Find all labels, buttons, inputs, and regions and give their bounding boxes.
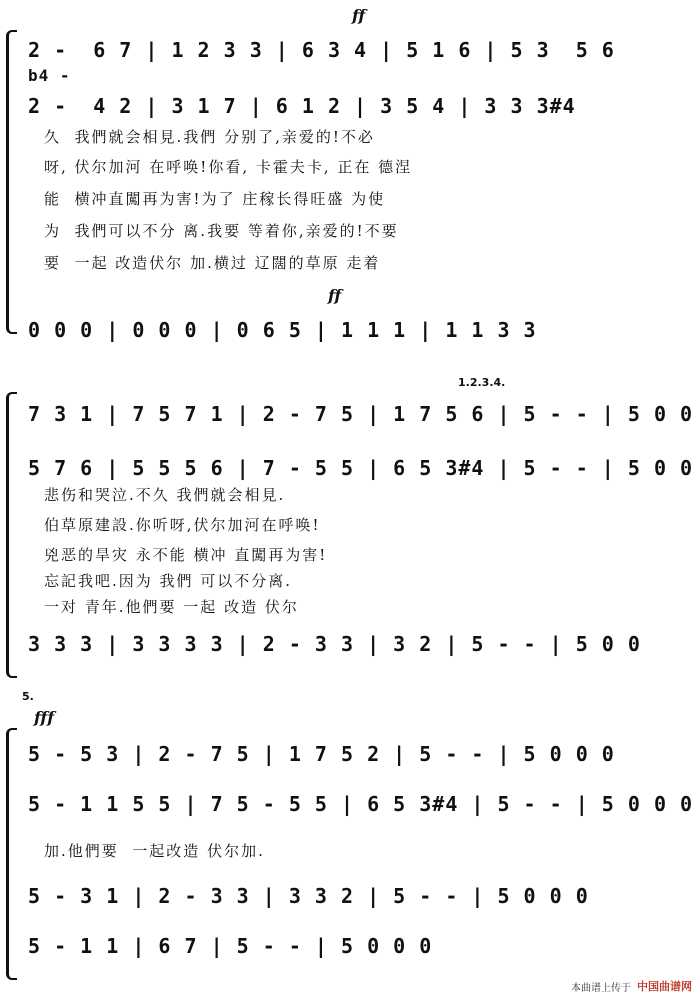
system-3-brace: [6, 728, 17, 980]
system-1-upper-line-3: 2 - 4 2 | 3 1 7 | 6 1 2 | 3 5 4 | 3 3 3#4: [28, 94, 576, 118]
system-2-lyric-3: 兇恶的旱灾 永不能 横冲 直闖再为害!: [44, 546, 328, 564]
volta-5: 5.: [22, 690, 34, 703]
system-2-upper-line-1: 7 3 1 | 7 5 7 1 | 2 - 7 5 | 1 7 5 6 | 5 - - | 5 0 0: [28, 402, 694, 426]
system-1-upper-line-2: b4 -: [28, 66, 71, 85]
system-3-lyric-1: 加.他們要 一起改造 伏尔加.: [44, 842, 265, 860]
system-2-lyric-4: 忘記我吧.因为 我們 可以不分离.: [44, 572, 293, 590]
footer-text: 本曲谱上传于: [571, 982, 631, 994]
system-1-upper-line-1: 2 - 6 7 | 1 2 3 3 | 6 3 4 | 5 1 6 | 5 3 5 6: [28, 38, 615, 62]
system-2-brace: [6, 392, 17, 678]
brand-logo: 中国曲谱网: [637, 980, 692, 993]
system-1-lower-line-1: 0 0 0 | 0 0 0 | 0 6 5 | 1 1 1 | 1 1 3 3: [28, 318, 537, 342]
dynamic-ff-1: ff: [352, 6, 366, 25]
system-1-brace: [6, 30, 17, 334]
system-2-lyric-5: 一对 青年.他們要 一起 改造 伏尔: [44, 598, 299, 616]
system-1-lyric-1: 久 我們就会相見.我們 分别了,亲爱的!不必: [44, 128, 375, 146]
system-3-lower-line-1: 5 - 3 1 | 2 - 3 3 | 3 3 2 | 5 - - | 5 0 0 0: [28, 884, 589, 908]
system-1-lyric-3: 能 横冲直闖再为害!为了 庄稼长得旺盛 为使: [44, 190, 386, 208]
system-2-lyric-2: 伯草原建設.你听呀,伏尔加河在呼唤!: [44, 516, 321, 534]
dynamic-ff-2: ff: [328, 286, 342, 305]
system-1-lyric-2: 呀, 伏尔加河 在呼唤!你看, 卡霍夫卡, 正在 德涅: [44, 158, 413, 176]
dynamic-fff: fff: [34, 708, 55, 727]
system-1-lyric-4: 为 我們可以不分 离.我要 等着你,亲爱的!不要: [44, 222, 399, 240]
footer-watermark: [571, 978, 692, 994]
system-3-upper-line-2: 5 - 1 1 5 5 | 7 5 - 5 5 | 6 5 3#4 | 5 - - | 5 0 0 0: [28, 792, 694, 816]
system-2-lyric-1: 悲伤和哭泣.不久 我們就会相見.: [44, 486, 286, 504]
system-3-upper-line-1: 5 - 5 3 | 2 - 7 5 | 1 7 5 2 | 5 - - | 5 0 0 0: [28, 742, 615, 766]
system-2-upper-line-2: 5 7 6 | 5 5 5 6 | 7 - 5 5 | 6 5 3#4 | 5 - - | 5 0 0: [28, 456, 694, 480]
system-2-lower-line-1: 3 3 3 | 3 3 3 3 | 2 - 3 3 | 3 2 | 5 - - | 5 0 0: [28, 632, 641, 656]
system-1-lyric-5: 要 一起 改造伏尔 加.横过 辽闊的草原 走着: [44, 254, 381, 272]
volta-1-4: 1.2.3.4.: [458, 376, 506, 389]
system-3-lower-line-2: 5 - 1 1 | 6 7 | 5 - - | 5 0 0 0: [28, 934, 433, 958]
